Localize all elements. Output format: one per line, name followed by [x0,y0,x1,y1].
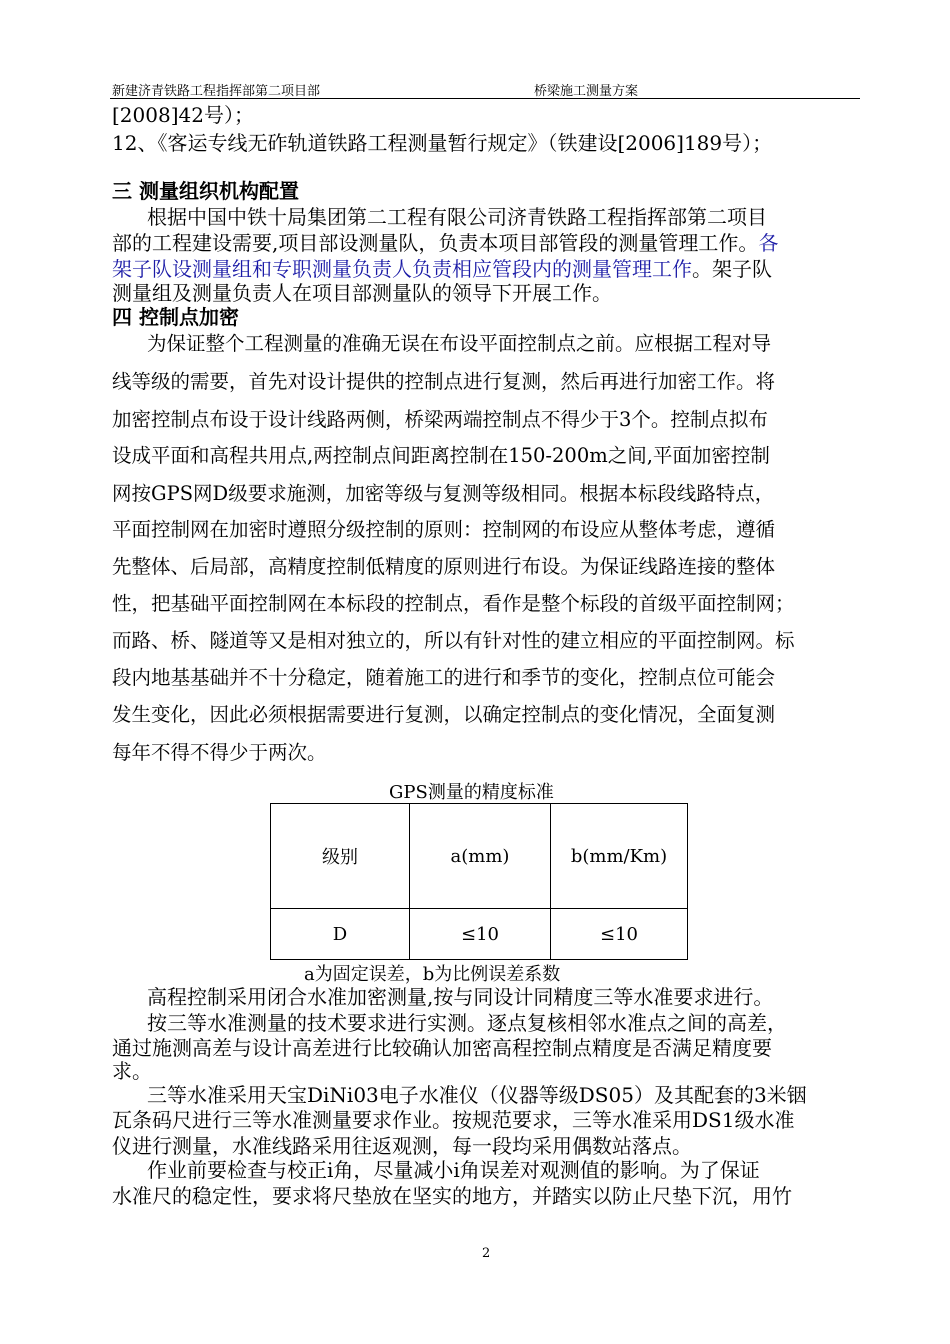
table-caption: GPS测量的精度标准 [389,782,554,803]
text-line: 平面控制网在加密时遵照分级控制的原则：控制网的布设应从整体考虑，遵循 [112,518,776,541]
text-line: 测量组及测量负责人在项目部测量队的领导下开展工作。 [112,281,612,305]
text-span: 部的工程建设需要,项目部设测量队，负责本项目部管段的测量管理工作。 [112,231,759,255]
text-line: 瓦条码尺进行三等水准测量要求作业。按规范要求，三等水准采用DS1级水准 [112,1108,795,1132]
table-header-row [271,804,688,909]
table-note: a为固定误差，b为比例误差系数 [304,964,561,985]
table-row [271,909,688,960]
text-line: 作业前要检查与校正i角，尽量减小i角误差对观测值的影响。为了保证 [147,1158,760,1182]
table-cell: D [271,909,410,960]
text-line: 按三等水准测量的技术要求进行实测。逐点复核相邻水准点之间的高差， [147,1011,787,1035]
text-line: 求。 [112,1059,152,1083]
text-line: 发生变化，因此必须根据需要进行复测，以确定控制点的变化情况，全面复测 [112,703,776,726]
text-line: 段内地基基础并不十分稳定，随着施工的进行和季节的变化，控制点位可能会 [112,666,776,689]
text-line: 线等级的需要，首先对设计提供的控制点进行复测，然后再进行加密工作。将 [112,370,776,393]
section-heading-4: 四 控制点加密 [112,305,239,329]
gps-precision-table [270,803,688,960]
text-line: [2008]42号）； [112,103,254,127]
text-line: 网按GPS网D级要求施测，加密等级与复测等级相同。根据本标段线路特点， [112,482,775,505]
table-cell: ≤10 [551,909,688,960]
text-line: 根据中国中铁十局集团第二工程有限公司济青铁路工程指挥部第二项目 [147,205,767,229]
text-line: 设成平面和高程共用点,两控制点间距离控制在150-200m之间,平面加密控制 [112,444,770,467]
text-line: 先整体、后局部，高精度控制低精度的原则进行布设。为保证线路连接的整体 [112,555,776,578]
text-line: 加密控制点布设于设计线路两侧，桥梁两端控制点不得少于3个。控制点拟布 [112,408,768,431]
header-right: 桥梁施工测量方案 [534,84,639,99]
text-span: 。架子队 [692,257,772,281]
text-line: 性，把基础平面控制网在本标段的控制点，看作是整个标段的首级平面控制网； [112,592,795,615]
table-header-cell: b(mm/Km) [551,804,688,909]
text-line: 每年不得不得少于两次。 [112,741,327,764]
text-line [112,231,778,255]
text-line [112,257,772,281]
highlighted-text: 架子队设测量组和专职测量负责人负责相应管段内的测量管理工作 [112,257,692,281]
page-number: 2 [482,1246,491,1261]
highlighted-text: 各 [758,231,779,255]
page-header [110,76,860,99]
text-line: 为保证整个工程测量的准确无误在布设平面控制点之前。应根据工程对导 [147,332,772,355]
text-line: 高程控制采用闭合水准加密测量,按与同设计同精度三等水准要求进行。 [147,985,774,1009]
text-line: 通过施测高差与设计高差进行比较确认加密高程控制点精度是否满足精度要 [112,1036,772,1060]
text-line: 三等水准采用天宝DiNi03电子水准仪（仪器等级DS05）及其配套的3米铟 [147,1083,807,1107]
text-line: 而路、桥、隧道等又是相对独立的，所以有针对性的建立相应的平面控制网。标 [112,629,795,652]
section-heading-3: 三 测量组织机构配置 [112,179,299,203]
text-line: 仪进行测量，水准线路采用往返观测，每一段均采用偶数站落点。 [112,1134,692,1158]
text-line: 12、《客运专线无砟轨道铁路工程测量暂行规定》（铁建设[2006]189号）； [112,131,773,155]
table-header-cell: a(mm) [410,804,551,909]
table-cell: ≤10 [410,909,551,960]
header-left: 新建济青铁路工程指挥部第二项目部 [112,84,321,99]
table-header-cell: 级别 [271,804,410,909]
text-line: 水准尺的稳定性，要求将尺垫放在坚实的地方，并踏实以防止尺垫下沉，用竹 [112,1184,792,1208]
